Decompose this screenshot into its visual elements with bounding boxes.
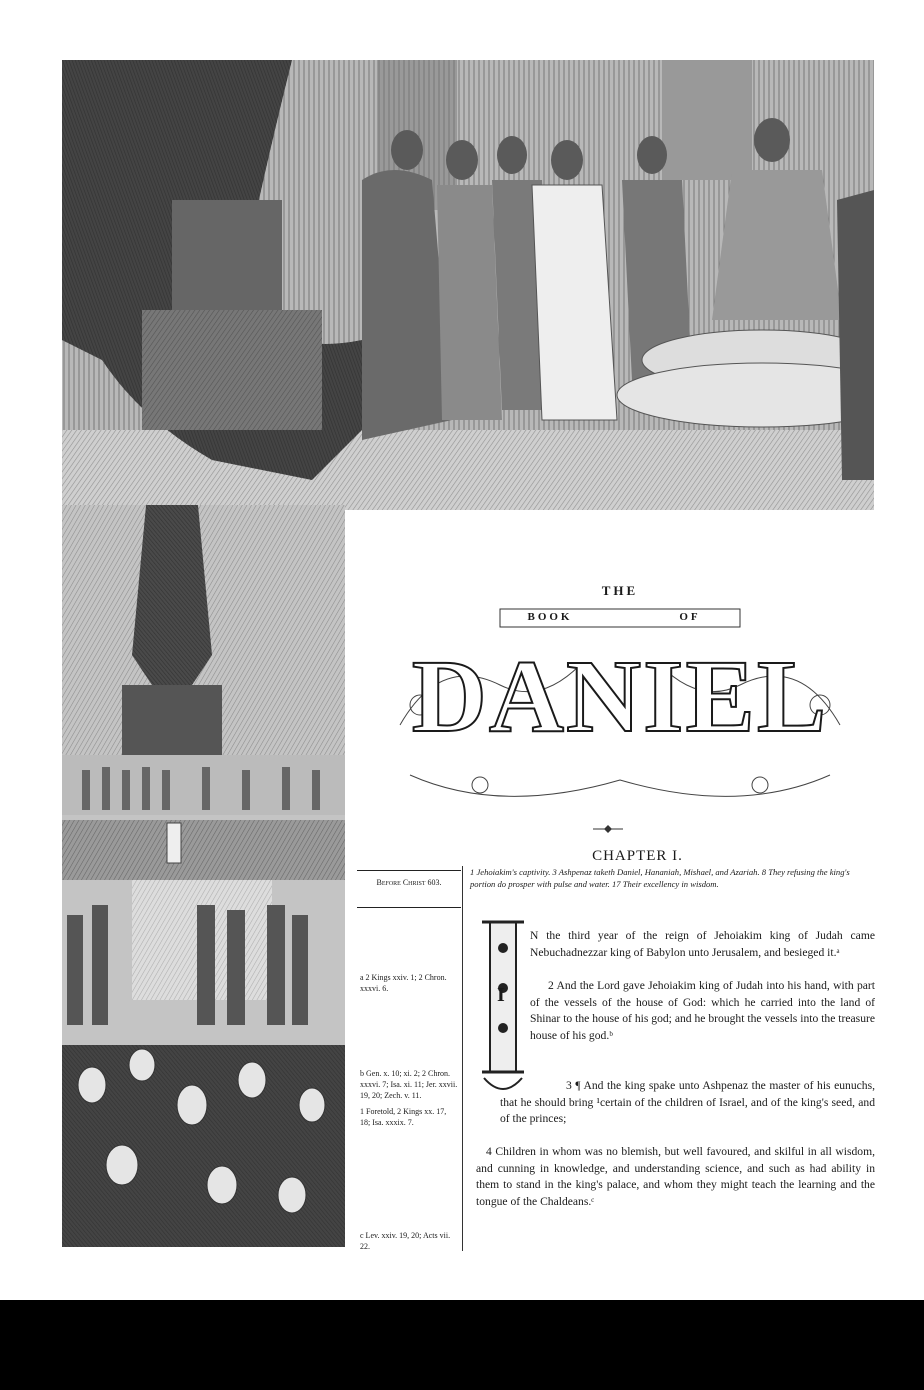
margin-header-rule [357, 870, 461, 908]
title-block [380, 575, 860, 805]
divider-ornament [593, 820, 623, 828]
drop-cap-letter: I [497, 984, 505, 1006]
title-book: BOOK [527, 611, 573, 623]
verse-4: 4 Children in whom was no blemish, but well favoured, and skilful in all wisdom, and cunning in knowledge, and understanding science, and such as had ability in them to stand in the king's palace, and whom they might teach the learning and the tongue of the Chaldeans.ᶜ [476, 1145, 875, 1208]
bottom-band [0, 1300, 924, 1390]
margin-header: Before Christ 603. [376, 878, 442, 887]
engraving-golden-image [62, 505, 345, 1247]
verse-1: N the third year of the reign of Jehoiakim king of Judah came Nebuchadnezzar king of Babylon unto Jerusalem, and besieged it.ᵃ [530, 929, 875, 959]
margin-ref-1: 1 Foretold, 2 Kings xx. 17, 18; Isa. xxxix. 7. [360, 1107, 447, 1127]
margin-ref-a: a 2 Kings xxiv. 1; 2 Chron. xxxvi. 6. [360, 973, 447, 993]
column-rule [462, 866, 463, 1251]
drop-cap [480, 918, 526, 1100]
chapter-heading: CHAPTER I. [592, 848, 683, 864]
engraving-court-scene [62, 60, 874, 510]
verse-2: 2 And the Lord gave Jehoiakim king of Judah into his hand, with part of the vessels of the house of God: which he carried into the land of Shinar to the house of his god; and he brought the vessels into the treasure house of his god.ᵇ [530, 979, 875, 1042]
title-the: THE [601, 583, 639, 598]
margin-ref-c: c Lev. xxiv. 19, 20; Acts vii. 22. [360, 1231, 451, 1251]
margin-ref-b: b Gen. x. 10; xi. 2; 2 Chron. xxxvi. 7; Isa. xi. 11; Jer. xxvii. 19, 20; Zech. v. 11. [360, 1069, 458, 1100]
title-name: DANIEL [411, 639, 829, 754]
chapter-summary: 1 Jehoiakim's captivity. 3 Ashpenaz taketh Daniel, Hananiah, Mishael, and Azariah. 8 They refusing the king's portion do prosper with pulse and water. 17 Their excellency in wisdom. [470, 867, 850, 889]
title-of: OF [679, 611, 701, 623]
verse-3: 3 ¶ And the king spake unto Ashpenaz the master of his eunuchs, that he should bring ¹certain of the children of Israel, and of the king's seed, and of the princes; [500, 1079, 875, 1126]
